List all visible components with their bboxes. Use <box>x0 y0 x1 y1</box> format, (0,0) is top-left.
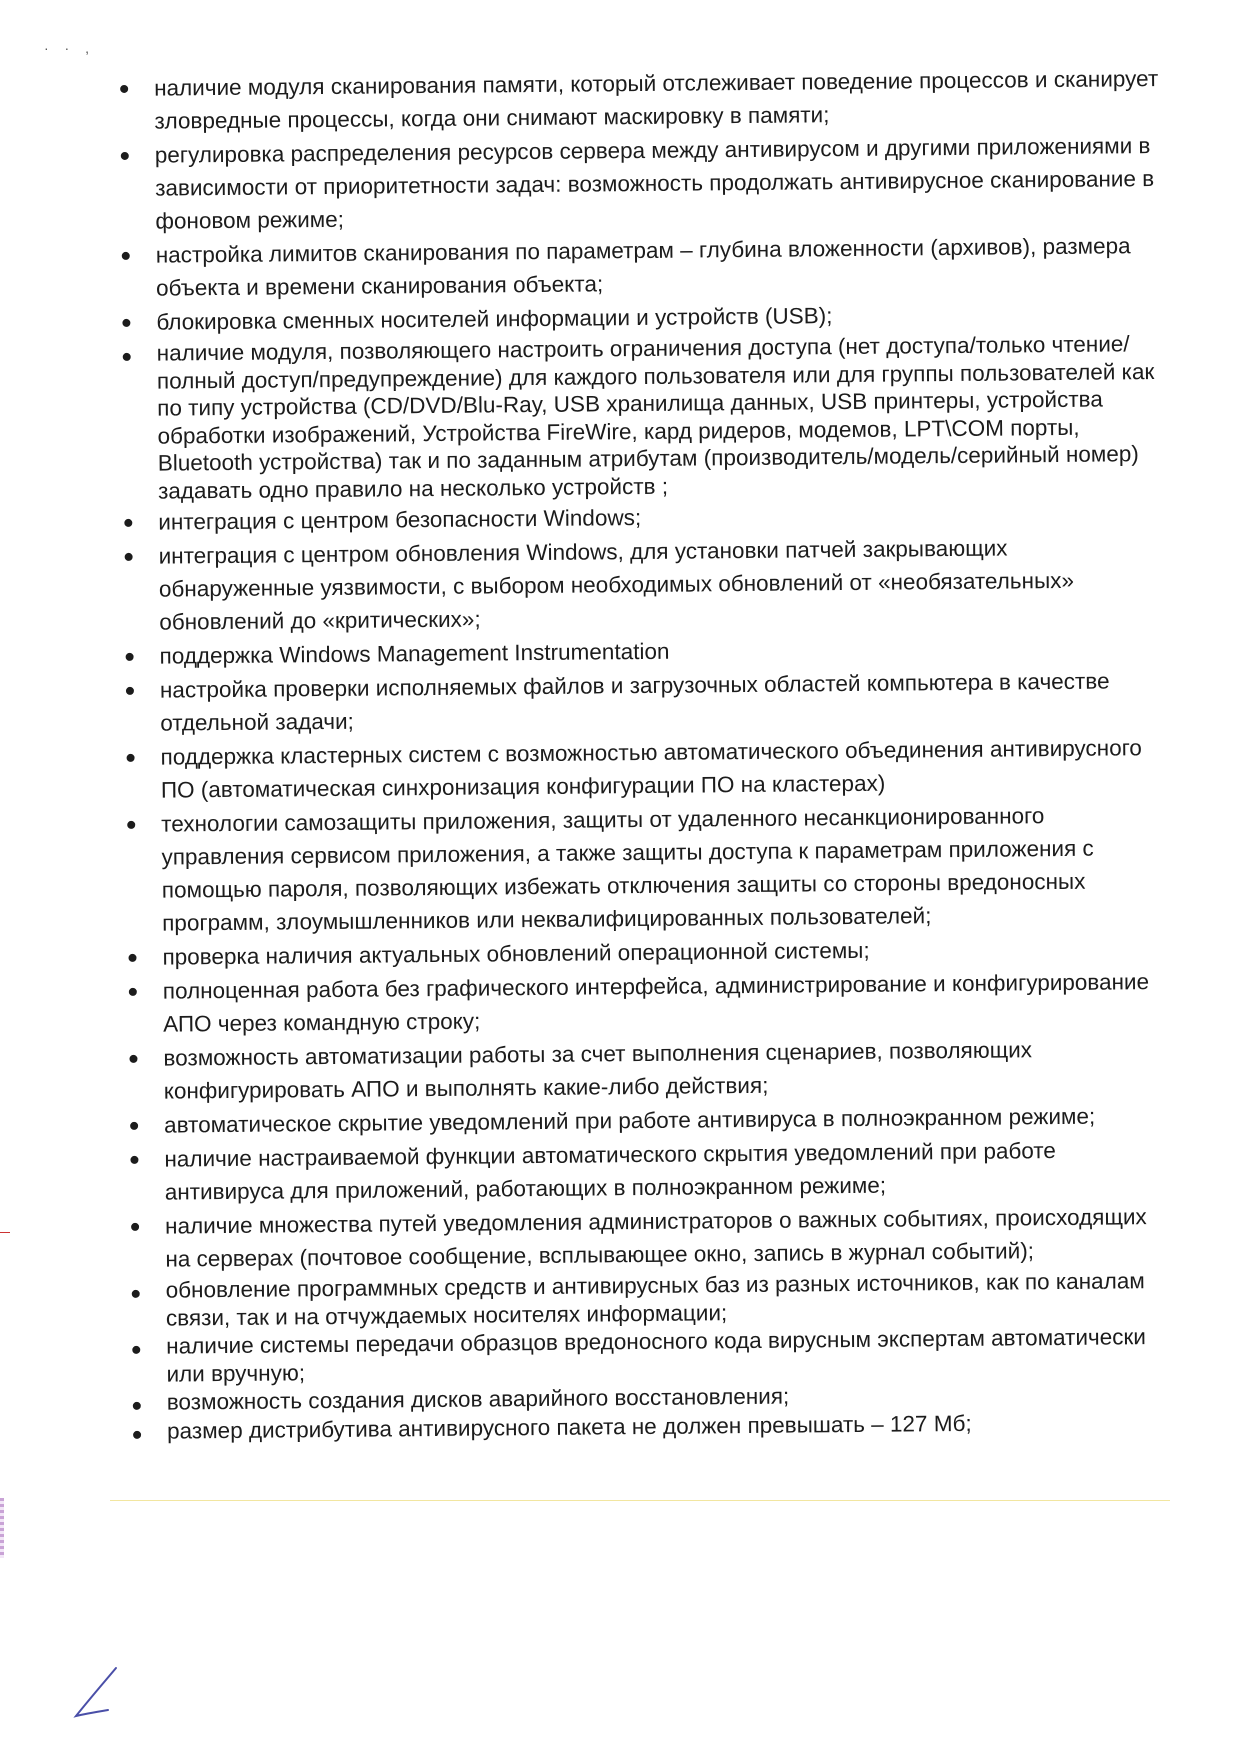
bullet-icon <box>127 754 135 762</box>
list-item-text: технологии самозащиты приложения, защиты от удаленного несанкционированного управления сервисом приложения, а также защиты доступа к параметрам приложения с помощью пароля, позволяющих избежать отключения защиты со стороны вредоносных программ, злоумышленников или неквалифицированных пользователей; <box>161 803 1094 936</box>
bullet-icon <box>126 687 134 695</box>
bullet-icon <box>131 1223 139 1231</box>
list-item-text: обновление программных средств и антивирусных баз из разных источников, как по каналам связи, так и на отчуждаемых носителях информации; <box>165 1268 1145 1331</box>
list-item-text: наличие модуля сканирования памяти, который отслеживает поведение процессов и сканирует зловредные процессы, когда они снимают маскировку в памяти; <box>154 66 1159 134</box>
list-item <box>119 129 1162 238</box>
list-item-text: возможность создания дисков аварийного восстановления; <box>166 1383 790 1415</box>
list-item <box>129 1200 1172 1276</box>
bullet-icon <box>127 821 135 829</box>
list-item <box>130 1323 1172 1388</box>
list-item-text: полноценная работа без графического интерфейса, администрирование и конфигурирование АПО через командную строку; <box>162 969 1150 1037</box>
list-item-text: возможность автоматизации работы за счет выполнения сценариев, позволяющих конфигурировать АПО и выполнять какие-либо действия; <box>163 1037 1033 1104</box>
list-item-text: интеграция с центром безопасности Windows; <box>158 504 642 535</box>
list-item <box>127 1032 1170 1108</box>
signature-mark <box>70 1664 130 1720</box>
list-item-text: настройка проверки исполняемых файлов и загрузочных областей компьютера в качестве отдельной задачи; <box>159 668 1110 736</box>
scan-marks: · · , <box>44 40 95 56</box>
list-item-text: размер дистрибутива антивирусного пакета не должен превышать – 127 Мб; <box>166 1410 972 1444</box>
bullet-icon <box>122 319 130 327</box>
list-item <box>120 229 1163 305</box>
bullet-icon <box>125 553 133 561</box>
list-item-text: проверка наличия актуальных обновлений операционной системы; <box>162 937 870 970</box>
list-item-text: наличие модуля, позволяющего настроить ограничения доступа (нет доступа/только чтение/полный доступ/предупреждение) для каждого пользователя или для группы пользователей как по типу устройства (CD/DVD/Blu-Ray, USB хранилища данных, USB принтеры, устройства обработки изображений, Устройства FireWire, кард ридеров, модемов, LPT\COM порты, Bluetooth устройства) так и по заданным атрибутам (производитель/модель/серийный номер) задавать одно правило на несколько устройств ; <box>156 331 1155 504</box>
margin-mark <box>0 1232 10 1233</box>
margin-color-strip <box>0 1498 4 1558</box>
list-item <box>124 664 1167 740</box>
list-item <box>122 530 1165 639</box>
list-item-text: наличие настраиваемой функции автоматического скрытия уведомлений при работе антивируса для приложений, работающих в полноэкранном режиме; <box>164 1138 1057 1205</box>
list-item-text: интеграция с центром обновления Windows, для установки патчей закрывающих обнаруженные уязвимости, с выбором необходимых обновлений от «необязательных» обновлений до «критических»; <box>158 535 1075 635</box>
list-item-text: регулировка распределения ресурсов сервера между антивирусом и другими приложениями в зависимости от приоритетности задач: возможность продолжать антивирусное сканирование в фоновом режиме; <box>154 133 1155 234</box>
bullet-icon <box>129 1055 137 1063</box>
bullet-icon <box>129 988 137 996</box>
bullet-icon <box>133 1430 141 1438</box>
requirements-list <box>118 62 1173 1446</box>
list-item <box>128 1133 1171 1209</box>
bullet-icon <box>132 1346 140 1354</box>
list-item <box>124 731 1167 807</box>
list-item <box>118 62 1161 138</box>
list-item-text: настройка лимитов сканирования по параметрам – глубина вложенности (архивов), размера объекта и времени сканирования объекта; <box>155 233 1131 301</box>
list-item-text: поддержка Windows Management Instrumentation <box>159 638 670 669</box>
scan-artifact-line <box>110 1500 1170 1501</box>
bullet-icon <box>124 519 132 527</box>
bullet-icon <box>121 152 129 160</box>
bullet-icon <box>130 1122 138 1130</box>
bullet-icon <box>126 653 134 661</box>
bullet-icon <box>128 954 136 962</box>
list-item <box>125 798 1168 940</box>
list-item <box>130 1267 1172 1332</box>
bullet-icon <box>120 85 128 93</box>
list-item-text: автоматическое скрытие уведомлений при работе антивируса в полноэкранном режиме; <box>163 1103 1096 1138</box>
list-item-text: блокировка сменных носителей информации и устройств (USB); <box>156 303 833 335</box>
bullet-icon <box>122 252 130 260</box>
list-item-text: поддержка кластерных систем с возможностью автоматического объединения антивирусного ПО (автоматическая синхронизация конфигурации ПО на кластерах) <box>160 735 1142 803</box>
bullet-icon <box>130 1156 138 1164</box>
list-item-text: наличие множества путей уведомления администраторов о важных событиях, происходящих на серверах (почтовое сообщение, всплывающее окно, запись в журнал событий); <box>164 1204 1147 1272</box>
list-item <box>127 965 1170 1041</box>
list-item <box>121 330 1165 505</box>
list-item-text: наличие системы передачи образцов вредоносного кода вирусным экспертам автоматически или вручную; <box>166 1324 1147 1387</box>
bullet-icon <box>132 1290 140 1298</box>
bullet-icon <box>123 353 131 361</box>
bullet-icon <box>133 1402 141 1410</box>
